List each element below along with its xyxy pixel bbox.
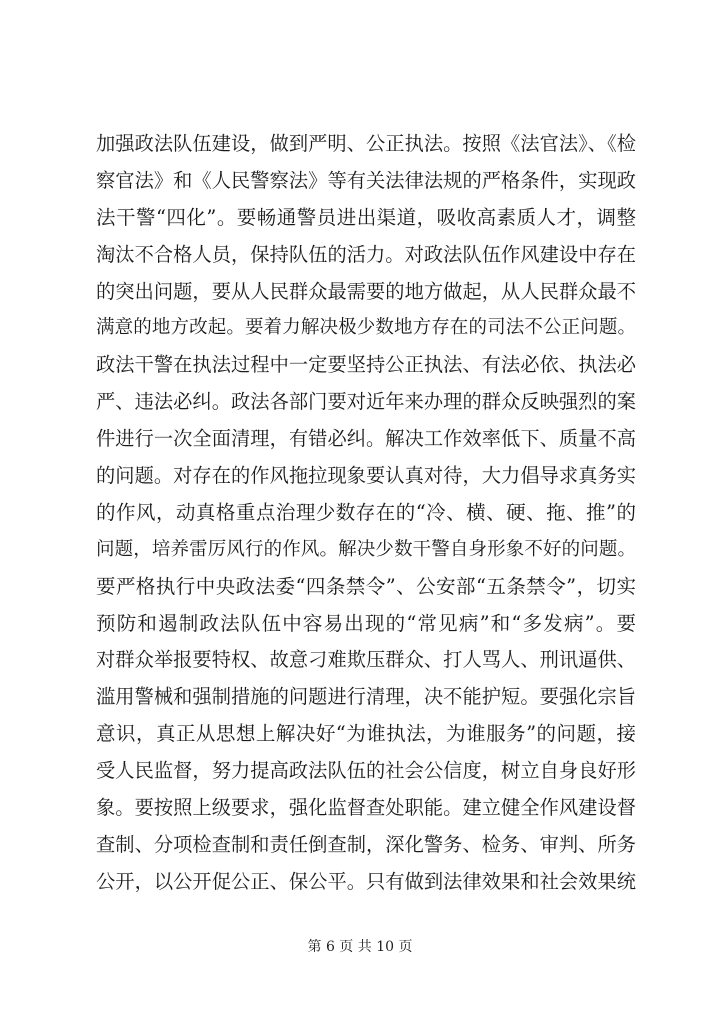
- text-line: 滥用警械和强制措施的问题进行清理，决不能护短。要强化宗旨: [96, 685, 636, 709]
- page-number-footer: 第 6 页 共 10 页: [307, 939, 413, 955]
- text-line: 查制、分项检查制和责任倒查制，深化警务、检务、审判、所务: [96, 832, 636, 856]
- text-line: 严、违法必纠。政法各部门要对近年来办理的群众反映强烈的案: [96, 390, 636, 414]
- text-line: 件进行一次全面清理，有错必纠。解决工作效率低下、质量不高: [96, 427, 636, 451]
- text-line: 的问题。对存在的作风拖拉现象要认真对待，大力倡导求真务实: [96, 464, 636, 488]
- text-line: 公开，以公开促公正、保公平。只有做到法律效果和社会效果统: [96, 869, 636, 893]
- text-line: 察官法》和《人民警察法》等有关法律法规的严格条件，实现政: [96, 168, 636, 192]
- text-line: 象。要按照上级要求，强化监督查处职能。建立健全作风建设督: [96, 796, 636, 820]
- text-line: 受人民监督，努力提高政法队伍的社会公信度，树立自身良好形: [96, 759, 636, 783]
- text-line: 意识，真正从思想上解决好“为谁执法，为谁服务”的问题，接: [96, 722, 636, 746]
- text-line: 加强政法队伍建设，做到严明、公正执法。按照《法官法》、《检: [96, 132, 636, 155]
- text-line: 预防和遏制政法队伍中容易出现的“常见病”和“多发病”。要: [96, 611, 636, 635]
- text-line: 对群众举报要特权、故意刁难欺压群众、打人骂人、刑讯逼供、: [96, 648, 636, 672]
- text-line: 的作风，动真格重点治理少数存在的“冷、横、硬、拖、推”的: [96, 500, 636, 524]
- text-line: 法干警“四化”。要畅通警员进出渠道，吸收高素质人才，调整: [96, 205, 636, 229]
- text-line: 要严格执行中央政法委“四条禁令”、公安部“五条禁令”，切实: [96, 574, 636, 598]
- text-line: 满意的地方改起。要着力解决极少数地方存在的司法不公正问题。: [96, 317, 636, 339]
- text-line: 淘汰不合格人员，保持队伍的活力。对政法队伍作风建设中存在: [96, 242, 636, 266]
- text-line: 的突出问题，要从人民群众最需要的地方做起，从人民群众最不: [96, 279, 636, 303]
- text-line: 问题，培养雷厉风行的作风。解决少数干警自身形象不好的问题。: [96, 538, 636, 560]
- text-line: 政法干警在执法过程中一定要坚持公正执法、有法必依、执法必: [96, 353, 636, 377]
- body-paragraph: [96, 126, 636, 901]
